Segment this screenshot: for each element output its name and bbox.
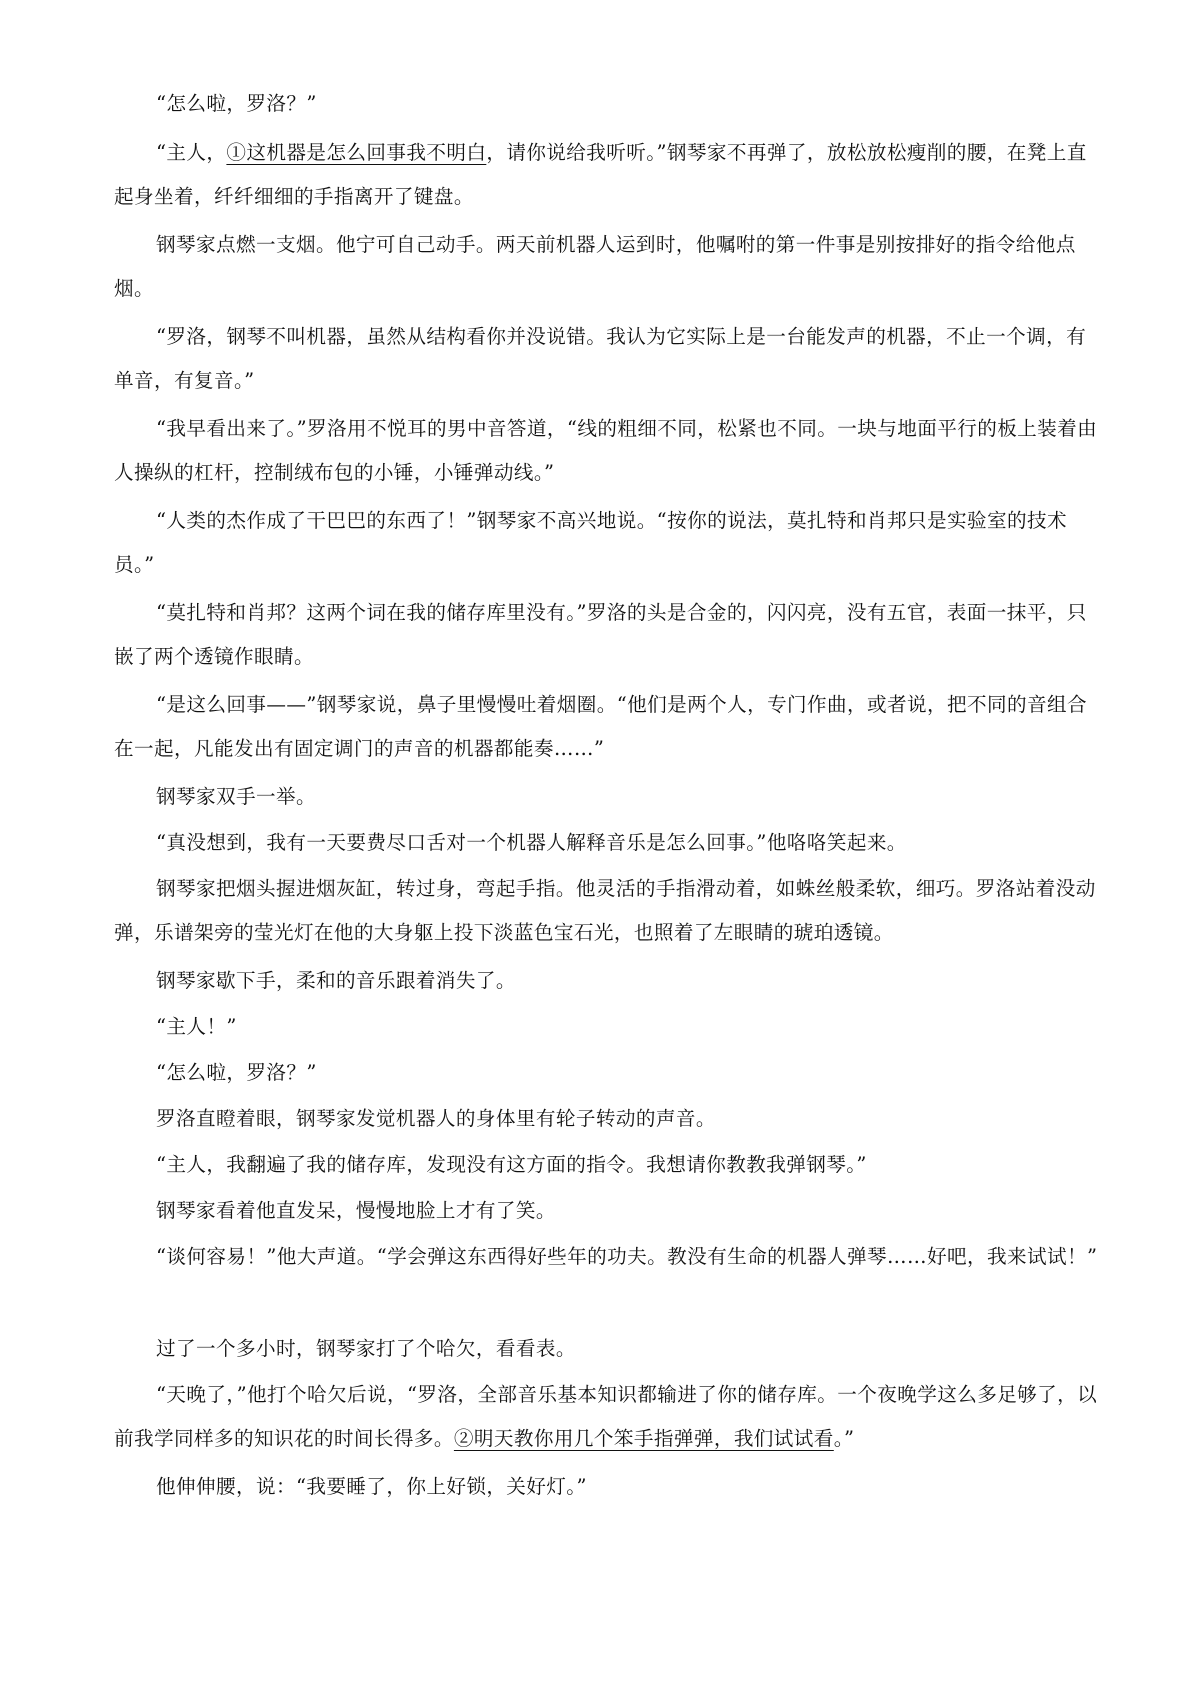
paragraph-7: “莫扎特和肖邦？这两个词在我的储存库里没有。”罗洛的头是合金的，闪闪亮，没有五官，表面一抹平，只嵌了两个透镜作眼睛。	[114, 601, 1087, 668]
paragraph-9: 钢琴家双手一举。	[156, 785, 316, 808]
paragraph-11: 钢琴家把烟头握进烟灰缸，转过身，弯起手指。他灵活的手指滑动着，如蛛丝般柔软，细巧。罗洛站着没动弹，乐谱架旁的莹光灯在他的大身躯上投下淡蓝色宝石光，也照着了左眼睛的琥珀透镜。	[114, 877, 1096, 944]
paragraph-20	[114, 1373, 1104, 1461]
paragraph-2-part-3: ，请你说给我听听。”钢琴家不再弹了，放松放松瘦削的腰，在凳上直起身坐着，纤纤细细的手指离开了键盘。	[114, 141, 1087, 208]
paragraph-15: 罗洛直瞪着眼，钢琴家发觉机器人的身体里有轮子转动的声音。	[156, 1107, 716, 1130]
paragraph-13: “主人！”	[156, 1015, 237, 1038]
paragraph-10: “真没想到，我有一天要费尽口舌对一个机器人解释音乐是怎么回事。”他咯咯笑起来。	[156, 831, 907, 854]
paragraph-6: “人类的杰作成了干巴巴的东西了！”钢琴家不高兴地说。“按你的说法，莫扎特和肖邦只是实验室的技术员。”	[114, 509, 1067, 576]
paragraph-8: “是这么回事——”钢琴家说，鼻子里慢慢吐着烟圈。“他们是两个人，专门作曲，或者说，把不同的音组合在一起，凡能发出有固定调门的声音的机器都能奏……”	[114, 693, 1087, 760]
paragraph-17: 钢琴家看着他直发呆，慢慢地脸上才有了笑。	[156, 1199, 556, 1222]
paragraph-16: “主人，我翻遍了我的储存库，发现没有这方面的指令。我想请你教教我弹钢琴。”	[156, 1153, 867, 1176]
paragraph-2	[114, 131, 1104, 219]
paragraph-20-part-3: 。”	[833, 1427, 855, 1450]
paragraph-1: “怎么啦，罗洛？”	[156, 92, 317, 115]
underlined-sentence-2: ②明天教你用几个笨手指弹弹，我们试试看	[453, 1427, 834, 1450]
paragraph-2-part-1: “主人，	[156, 141, 227, 164]
paragraph-4: “罗洛，钢琴不叫机器，虽然从结构看你并没说错。我认为它实际上是一台能发声的机器，不止一个调，有单音，有复音。”	[114, 325, 1087, 392]
paragraph-19: 过了一个多小时，钢琴家打了个哈欠，看看表。	[156, 1337, 576, 1360]
paragraph-18: “谈何容易！”他大声道。“学会弹这东西得好些年的功夫。教没有生命的机器人弹琴……好吧，我来试试！”	[156, 1245, 1098, 1268]
paragraph-20-part-1: “天晚了，”他打个哈欠后说，“罗洛，全部音乐基本知识都输进了你的储存库。一个夜晚学这么多足够了，以前我学同样多的知识花的时间长得多。	[114, 1383, 1098, 1450]
paragraph-21: 他伸伸腰，说：“我要睡了，你上好锁，关好灯。”	[156, 1475, 587, 1498]
paragraph-5: “我早看出来了。”罗洛用不悦耳的男中音答道，“线的粗细不同，松紧也不同。一块与地面平行的板上装着由人操纵的杠杆，控制绒布包的小锤，小锤弹动线。”	[114, 417, 1098, 484]
paragraph-12: 钢琴家歇下手，柔和的音乐跟着消失了。	[156, 969, 516, 992]
paragraph-3: 钢琴家点燃一支烟。他宁可自己动手。两天前机器人运到时，他嘱咐的第一件事是别按排好的指令给他点烟。	[114, 233, 1076, 300]
paragraph-14: “怎么啦，罗洛？”	[156, 1061, 317, 1084]
underlined-sentence-1: ①这机器是怎么回事我不明白	[226, 141, 487, 164]
